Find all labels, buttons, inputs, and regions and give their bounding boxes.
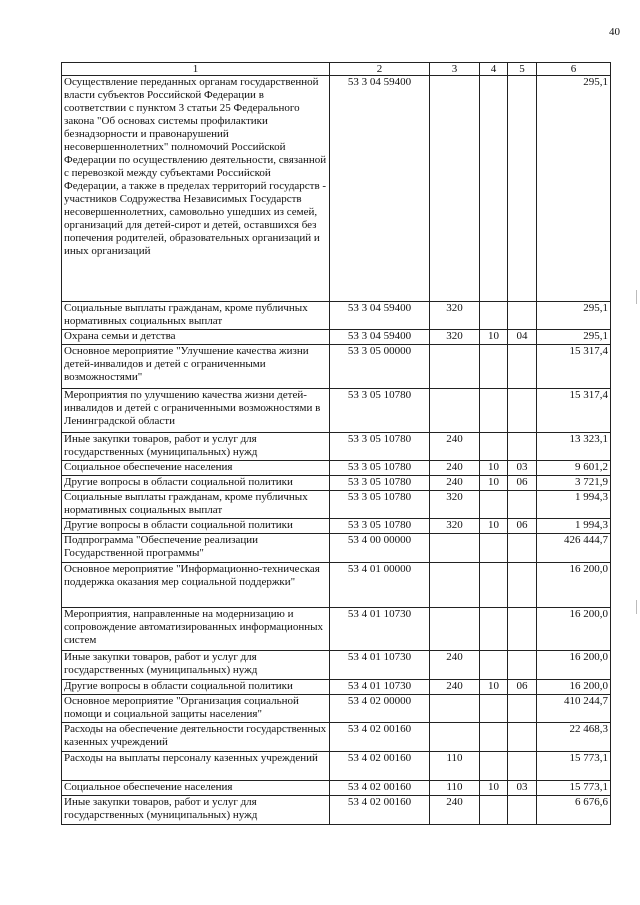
header-col-5: 5	[508, 63, 537, 76]
amount-cell: 426 444,7	[537, 534, 611, 563]
expense-type-cell: 240	[430, 476, 480, 491]
subsection-cell	[508, 491, 537, 519]
header-col-3: 3	[430, 63, 480, 76]
target-article-code-cell: 53 3 05 10780	[330, 476, 430, 491]
row-name-cell: Расходы на обеспечение деятельности государственных казенных учреждений	[62, 723, 330, 752]
table-row	[62, 651, 611, 680]
subsection-cell	[508, 752, 537, 781]
header-col-6: 6	[537, 63, 611, 76]
expense-type-cell	[430, 695, 480, 723]
table-row	[62, 330, 611, 345]
expense-type-cell: 240	[430, 433, 480, 461]
row-name-cell: Иные закупки товаров, работ и услуг для государственных (муниципальных) нужд	[62, 651, 330, 680]
subsection-cell: 03	[508, 461, 537, 476]
row-name-cell: Осуществление переданных органам государственной власти субъектов Российской Федерации в соответствии с пунктом 3 статьи 25 Федерального закона "Об основах системы профилактики безнадзорности и правонарушений несовершеннолетних" полномочий Российской Федерации по осуществлению деятельности, связанной с перевозкой между субъектами Российской Федерации, а также в пределах территорий государств - участников Содружества Независимых Государств несовершеннолетних, самовольно ушедших из семей, организаций для детей-сирот и детей, оставшихся без попечения родителей, образовательных организаций и иных организаций	[62, 76, 330, 302]
table-row	[62, 680, 611, 695]
expense-type-cell: 110	[430, 752, 480, 781]
expense-type-cell	[430, 76, 480, 302]
table-row	[62, 781, 611, 796]
amount-cell: 9 601,2	[537, 461, 611, 476]
expense-type-cell: 320	[430, 491, 480, 519]
target-article-code-cell: 53 3 05 10780	[330, 491, 430, 519]
section-cell	[480, 302, 508, 330]
row-name-cell: Социальное обеспечение населения	[62, 461, 330, 476]
page-number: 40	[609, 26, 620, 38]
row-name-cell: Основное мероприятие "Улучшение качества жизни детей-инвалидов и детей с ограниченными возможностями"	[62, 345, 330, 389]
row-name-cell: Расходы на выплаты персоналу казенных учреждений	[62, 752, 330, 781]
table-row	[62, 519, 611, 534]
amount-cell: 410 244,7	[537, 695, 611, 723]
target-article-code-cell: 53 3 05 10780	[330, 519, 430, 534]
section-cell	[480, 433, 508, 461]
section-cell	[480, 76, 508, 302]
budget-table	[61, 62, 611, 825]
row-name-cell: Другие вопросы в области социальной политики	[62, 680, 330, 695]
scan-edge-mark	[636, 600, 637, 614]
row-name-cell: Социальное обеспечение населения	[62, 781, 330, 796]
section-cell	[480, 389, 508, 433]
section-cell	[480, 563, 508, 608]
section-cell	[480, 651, 508, 680]
table-row	[62, 345, 611, 389]
amount-cell: 22 468,3	[537, 723, 611, 752]
section-cell: 10	[480, 680, 508, 695]
section-cell: 10	[480, 476, 508, 491]
expense-type-cell: 320	[430, 519, 480, 534]
target-article-code-cell: 53 4 02 00160	[330, 796, 430, 825]
expense-type-cell: 320	[430, 302, 480, 330]
expense-type-cell	[430, 723, 480, 752]
amount-cell: 1 994,3	[537, 491, 611, 519]
table-row	[62, 752, 611, 781]
target-article-code-cell: 53 3 05 10780	[330, 461, 430, 476]
subsection-cell: 03	[508, 781, 537, 796]
table-row	[62, 695, 611, 723]
row-name-cell: Мероприятия, направленные на модернизацию и сопровождение автоматизированных информационных систем	[62, 608, 330, 651]
section-cell: 10	[480, 330, 508, 345]
target-article-code-cell: 53 3 04 59400	[330, 76, 430, 302]
row-name-cell: Основное мероприятие "Информационно-техническая поддержка оказания мер социальной поддержки"	[62, 563, 330, 608]
expense-type-cell	[430, 389, 480, 433]
subsection-cell	[508, 389, 537, 433]
amount-cell: 15 317,4	[537, 345, 611, 389]
subsection-cell	[508, 608, 537, 651]
table-row	[62, 476, 611, 491]
subsection-cell: 06	[508, 680, 537, 695]
target-article-code-cell: 53 3 04 59400	[330, 330, 430, 345]
subsection-cell: 04	[508, 330, 537, 345]
amount-cell: 16 200,0	[537, 563, 611, 608]
amount-cell: 16 200,0	[537, 651, 611, 680]
row-name-cell: Другие вопросы в области социальной политики	[62, 519, 330, 534]
table-row	[62, 723, 611, 752]
expense-type-cell	[430, 608, 480, 651]
expense-type-cell: 240	[430, 796, 480, 825]
target-article-code-cell: 53 4 02 00160	[330, 781, 430, 796]
row-name-cell: Социальные выплаты гражданам, кроме публичных нормативных социальных выплат	[62, 302, 330, 330]
subsection-cell: 06	[508, 476, 537, 491]
header-col-4: 4	[480, 63, 508, 76]
expense-type-cell	[430, 534, 480, 563]
amount-cell: 16 200,0	[537, 608, 611, 651]
subsection-cell	[508, 563, 537, 608]
section-cell	[480, 491, 508, 519]
target-article-code-cell: 53 3 05 10780	[330, 433, 430, 461]
target-article-code-cell: 53 4 02 00160	[330, 723, 430, 752]
scan-edge-mark	[636, 290, 637, 304]
section-cell	[480, 752, 508, 781]
target-article-code-cell: 53 4 02 00160	[330, 752, 430, 781]
expense-type-cell: 240	[430, 680, 480, 695]
row-name-cell: Основное мероприятие "Организация социальной помощи и социальной защиты населения"	[62, 695, 330, 723]
target-article-code-cell: 53 3 05 00000	[330, 345, 430, 389]
table-row	[62, 534, 611, 563]
target-article-code-cell: 53 4 01 10730	[330, 651, 430, 680]
subsection-cell: 06	[508, 519, 537, 534]
table-row	[62, 563, 611, 608]
budget-table-body	[62, 63, 611, 825]
subsection-cell	[508, 534, 537, 563]
row-name-cell: Подпрограмма "Обеспечение реализации Государственной программы"	[62, 534, 330, 563]
target-article-code-cell: 53 4 01 10730	[330, 680, 430, 695]
subsection-cell	[508, 345, 537, 389]
amount-cell: 16 200,0	[537, 680, 611, 695]
amount-cell: 15 773,1	[537, 781, 611, 796]
section-cell	[480, 534, 508, 563]
table-row	[62, 389, 611, 433]
header-col-1: 1	[62, 63, 330, 76]
expense-type-cell: 240	[430, 651, 480, 680]
subsection-cell	[508, 723, 537, 752]
section-cell	[480, 695, 508, 723]
row-name-cell: Охрана семьи и детства	[62, 330, 330, 345]
amount-cell: 15 773,1	[537, 752, 611, 781]
subsection-cell	[508, 302, 537, 330]
subsection-cell	[508, 796, 537, 825]
amount-cell: 1 994,3	[537, 519, 611, 534]
amount-cell: 295,1	[537, 302, 611, 330]
row-name-cell: Иные закупки товаров, работ и услуг для государственных (муниципальных) нужд	[62, 796, 330, 825]
subsection-cell	[508, 433, 537, 461]
amount-cell: 295,1	[537, 330, 611, 345]
target-article-code-cell: 53 4 02 00000	[330, 695, 430, 723]
table-header-row	[62, 63, 611, 76]
target-article-code-cell: 53 4 01 10730	[330, 608, 430, 651]
amount-cell: 3 721,9	[537, 476, 611, 491]
amount-cell: 15 317,4	[537, 389, 611, 433]
header-col-2: 2	[330, 63, 430, 76]
row-name-cell: Другие вопросы в области социальной политики	[62, 476, 330, 491]
target-article-code-cell: 53 3 04 59400	[330, 302, 430, 330]
table-row	[62, 796, 611, 825]
table-row	[62, 461, 611, 476]
amount-cell: 6 676,6	[537, 796, 611, 825]
section-cell: 10	[480, 781, 508, 796]
target-article-code-cell: 53 3 05 10780	[330, 389, 430, 433]
expense-type-cell	[430, 345, 480, 389]
expense-type-cell	[430, 563, 480, 608]
section-cell: 10	[480, 461, 508, 476]
section-cell: 10	[480, 519, 508, 534]
subsection-cell	[508, 651, 537, 680]
section-cell	[480, 796, 508, 825]
table-row	[62, 76, 611, 302]
row-name-cell: Социальные выплаты гражданам, кроме публичных нормативных социальных выплат	[62, 491, 330, 519]
subsection-cell	[508, 695, 537, 723]
row-name-cell: Иные закупки товаров, работ и услуг для государственных (муниципальных) нужд	[62, 433, 330, 461]
target-article-code-cell: 53 4 00 00000	[330, 534, 430, 563]
table-row	[62, 491, 611, 519]
section-cell	[480, 608, 508, 651]
table-row	[62, 608, 611, 651]
table-row	[62, 302, 611, 330]
section-cell	[480, 345, 508, 389]
target-article-code-cell: 53 4 01 00000	[330, 563, 430, 608]
expense-type-cell: 240	[430, 461, 480, 476]
table-row	[62, 433, 611, 461]
expense-type-cell: 320	[430, 330, 480, 345]
amount-cell: 295,1	[537, 76, 611, 302]
row-name-cell: Мероприятия по улучшению качества жизни детей-инвалидов и детей с ограниченными возможностями в Ленинградской области	[62, 389, 330, 433]
section-cell	[480, 723, 508, 752]
amount-cell: 13 323,1	[537, 433, 611, 461]
subsection-cell	[508, 76, 537, 302]
expense-type-cell: 110	[430, 781, 480, 796]
